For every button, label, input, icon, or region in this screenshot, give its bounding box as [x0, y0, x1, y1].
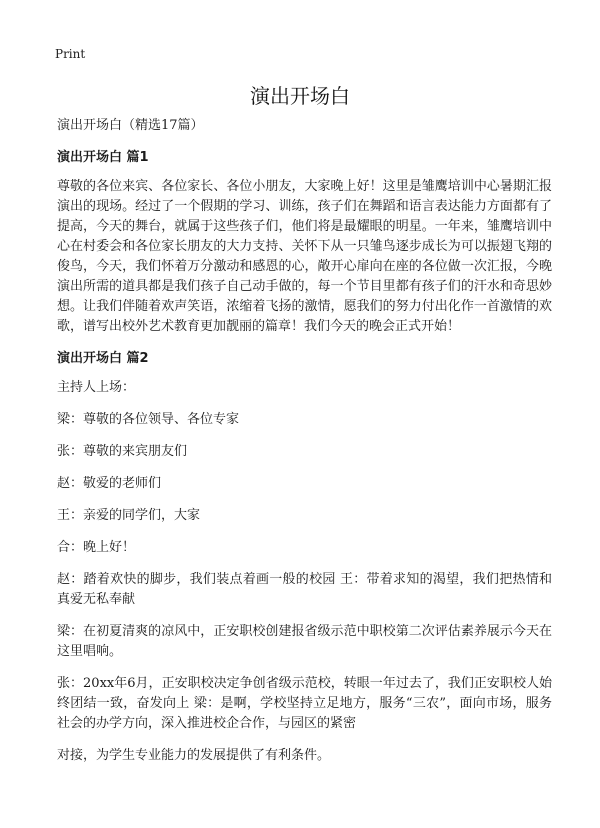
dialogue-line: 赵：踏着欢快的脚步，我们装点着画一般的校园 王：带着求知的渴望，我们把热情和真爱无私奉献 [57, 572, 552, 607]
dialogue-line: 张：尊敬的来宾朋友们 [57, 444, 188, 459]
dialogue-line: 主持人上场： [57, 380, 136, 395]
dialogue-line: 张：20xx年6月，正安职校决定争创省级示范校，转眼一年过去了，我们正安职校人始终团结一致，奋发向上 梁：是啊，学校坚持立足地方，服务“三农”，面向市场，服务社会的办学方向，深入推进校企合作，与园区的紧密 [57, 676, 552, 731]
dialogue-line: 赵：敬爱的老师们 [57, 476, 162, 491]
section-1-paragraph: 尊敬的各位来宾、各位家长、各位小朋友，大家晚上好！这里是雏鹰培训中心暑期汇报演出的现场。经过了一个假期的学习、训练，孩子们在舞蹈和语言表达能力方面都有了提高，今天的舞台，就属于这些孩子们，他们将是最耀眼的明星。一年来，雏鹰培训中心在村委会和各位家长朋友的大力支持、关怀下从一只雏鸟逐步成长为可以振翅飞翔的俊鸟，今天，我们怀着万分激动和感恩的心，敞开心扉向在座的各位做一次汇报，今晚演出所需的道具都是我们孩子自己动手做的，每一个节目里都有孩子们的汗水和奇思妙想。让我们伴随着欢声笑语，浓缩着飞扬的激情，愿我们的努力付出化作一首激情的欢歌，谱写出校外艺术教育更加靓丽的篇章！我们今天的晚会正式开始！ [57, 179, 552, 334]
print-label[interactable]: Print [55, 47, 86, 61]
dialogue-line: 梁：尊敬的各位领导、各位专家 [57, 412, 240, 427]
section-heading-2: 演出开场白 篇2 [57, 351, 149, 366]
document-body [57, 116, 552, 778]
dialogue-line: 合：晚上好！ [57, 540, 136, 555]
section-heading-1: 演出开场白 篇1 [57, 150, 149, 165]
document-subtitle: 演出开场白（精选17篇） [57, 118, 204, 133]
dialogue-line: 梁：在初夏清爽的凉风中，正安职校创建报省级示范中职校第二次评估素养展示今天在这里唱响。 [57, 624, 552, 659]
page-title: 演出开场白 [250, 84, 350, 108]
dialogue-line: 王：亲爱的同学们，大家 [57, 508, 201, 523]
dialogue-line: 对接，为学生专业能力的发展提供了有利条件。 [57, 748, 331, 763]
